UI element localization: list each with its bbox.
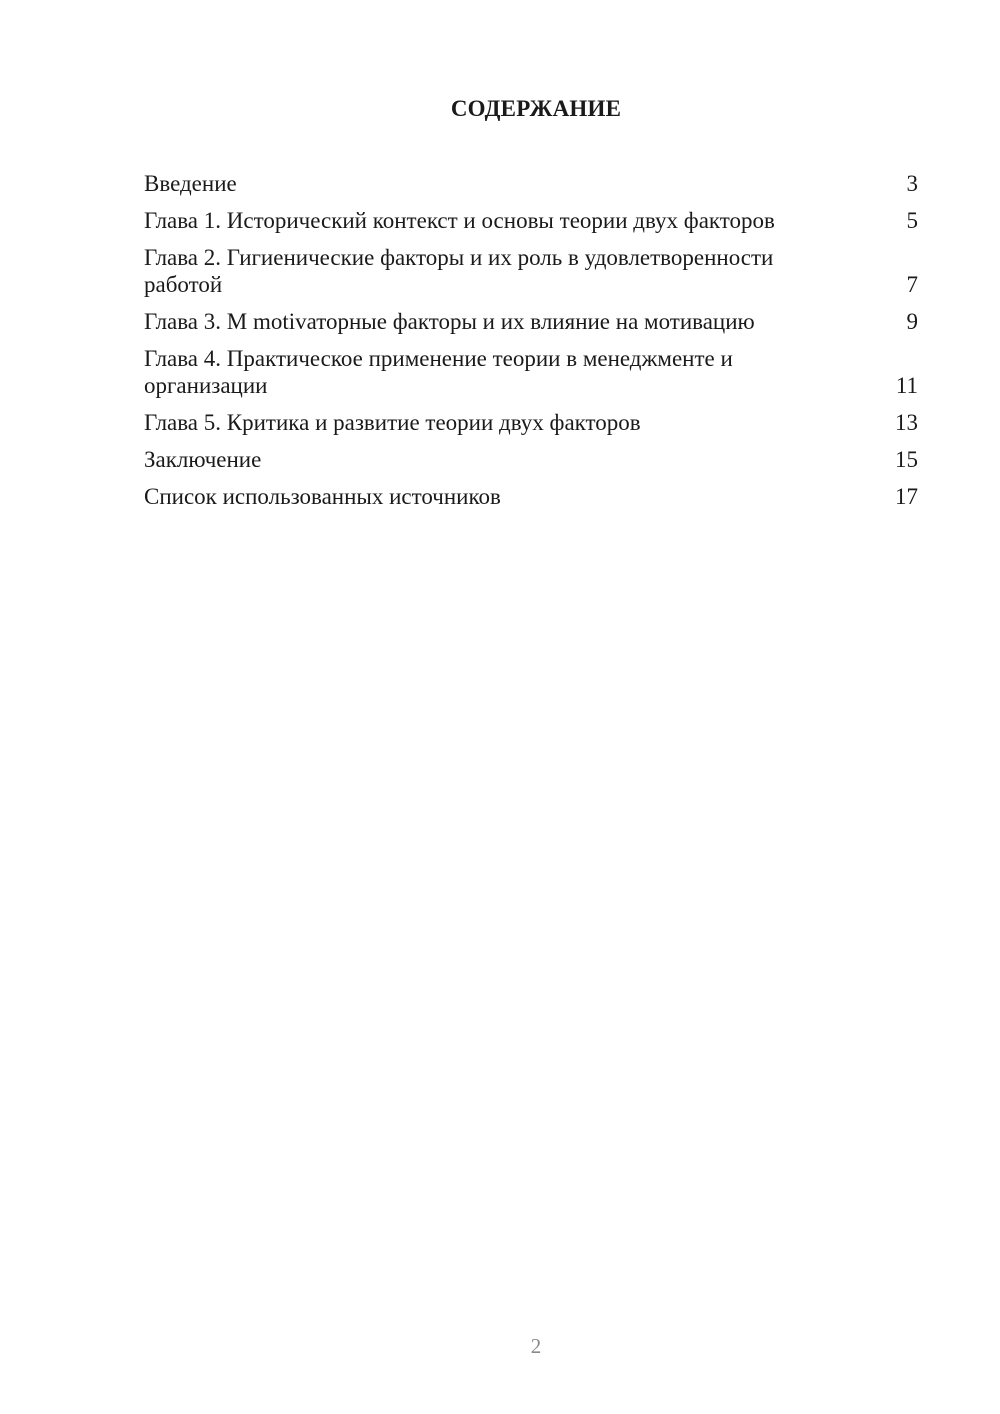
toc-entry-page: 9 — [906, 309, 918, 334]
toc-entry-page: 13 — [895, 410, 918, 435]
toc-entry-label: Глава 2. Гигиенические факторы и их роль в удовлетворенности работой — [144, 245, 774, 297]
toc-entry-label: Глава 4. Практическое применение теории в менеджменте и организации — [144, 346, 733, 398]
page-title: СОДЕРЖАНИЕ — [450, 96, 622, 121]
toc-entry-page: 17 — [895, 484, 918, 509]
toc-entry-label: Список использованных источников — [144, 484, 501, 509]
page-number: 2 — [530, 1334, 542, 1358]
toc-entry-label: Глава 5. Критика и развитие теории двух факторов — [144, 410, 641, 435]
table-of-contents — [144, 170, 918, 520]
toc-entry-chapter-1[interactable] — [144, 207, 918, 234]
toc-entry-introduction[interactable] — [144, 170, 918, 197]
toc-entry-chapter-5[interactable] — [144, 409, 918, 436]
toc-entry-chapter-3[interactable] — [144, 308, 918, 335]
toc-entry-chapter-4[interactable] — [144, 345, 918, 399]
toc-entry-label: Введение — [144, 171, 237, 196]
toc-entry-page: 3 — [906, 171, 918, 196]
toc-entry-page: 5 — [906, 208, 918, 233]
toc-entry-references[interactable] — [144, 483, 918, 510]
toc-entry-page: 11 — [895, 373, 918, 398]
toc-entry-label: Заключение — [144, 447, 262, 472]
toc-entry-page: 7 — [906, 272, 918, 297]
toc-entry-label: Глава 3. M motivаторные факторы и их влияние на мотивацию — [144, 309, 755, 334]
toc-entry-conclusion[interactable] — [144, 446, 918, 473]
toc-entry-page: 15 — [895, 447, 918, 472]
toc-entry-chapter-2[interactable] — [144, 244, 918, 298]
toc-entry-label: Глава 1. Исторический контекст и основы теории двух факторов — [144, 208, 775, 233]
